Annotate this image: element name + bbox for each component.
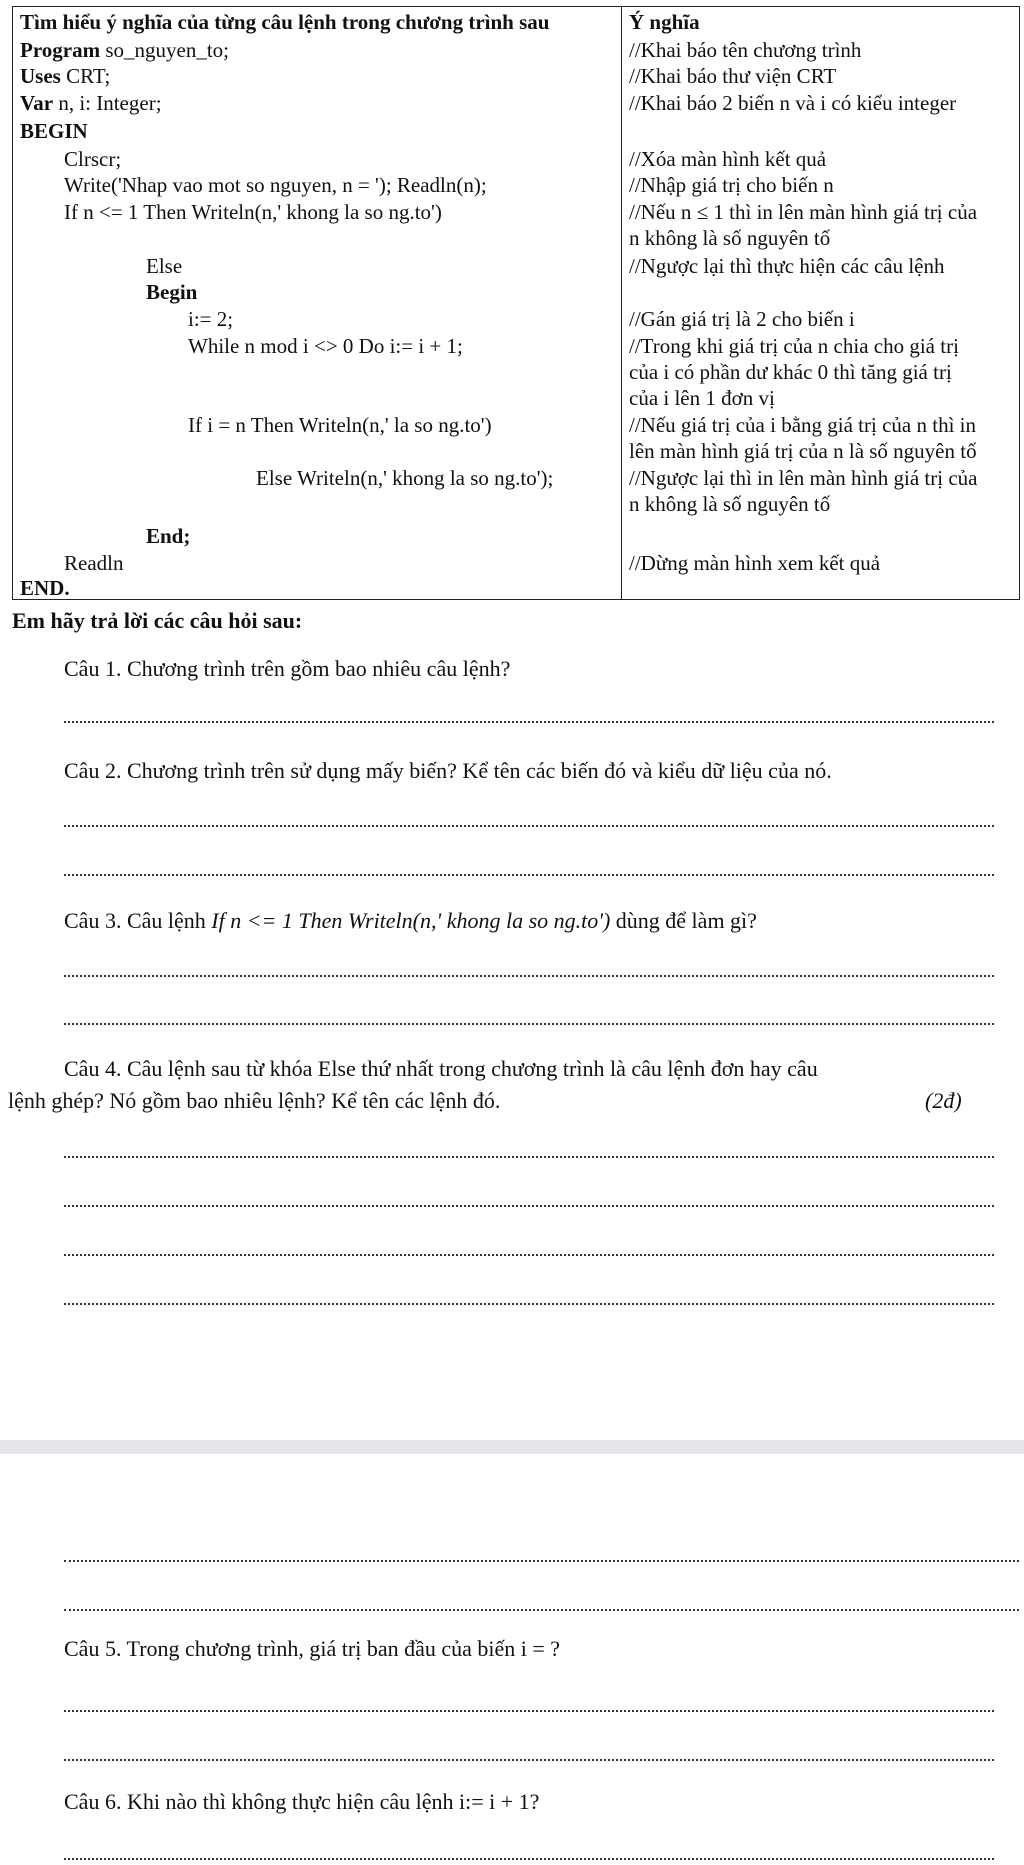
comment-line: //Khai báo 2 biến n và i có kiểu integer xyxy=(629,91,957,115)
comment-line: //Ngược lại thì in lên màn hình giá trị của xyxy=(629,466,978,490)
answer-line[interactable] xyxy=(64,1560,1019,1562)
comment-line: n không là số nguyên tố xyxy=(629,226,831,250)
question-1: Câu 1. Chương trình trên gồm bao nhiêu câu lệnh? xyxy=(64,656,511,681)
code-keyword: Begin xyxy=(146,280,198,304)
table-header-left: Tìm hiểu ý nghĩa của từng câu lệnh trong chương trình sau xyxy=(20,10,550,34)
code-line: i:= 2; xyxy=(188,307,234,331)
comment-line: của i lên 1 đơn vị xyxy=(629,386,775,410)
code-line: Write('Nhap vao mot so nguyen, n = '); Readln(n); xyxy=(64,173,487,197)
code-keyword: BEGIN xyxy=(20,119,88,143)
answer-line[interactable] xyxy=(64,1205,994,1207)
question-5: Câu 5. Trong chương trình, giá trị ban đầu của biến i = ? xyxy=(64,1636,561,1661)
answer-line[interactable] xyxy=(64,721,994,723)
table-column-divider xyxy=(621,6,622,600)
comment-line: lên màn hình giá trị của n là số nguyên tố xyxy=(629,439,977,463)
code-line: While n mod i <> 0 Do i:= i + 1; xyxy=(188,334,463,358)
comment-line: //Ngược lại thì thực hiện các câu lệnh xyxy=(629,254,945,278)
question-6: Câu 6. Khi nào thì không thực hiện câu lệnh i:= i + 1? xyxy=(64,1789,540,1814)
answer-line[interactable] xyxy=(64,1858,994,1860)
question-2: Câu 2. Chương trình trên sử dụng mấy biến? Kể tên các biến đó và kiểu dữ liệu của nó. xyxy=(64,758,832,783)
answer-line[interactable] xyxy=(64,1254,994,1256)
comment-line: //Xóa màn hình kết quả xyxy=(629,147,827,171)
code-line: Var n, i: Integer; xyxy=(20,91,162,115)
comment-line: //Nếu giá trị của i bằng giá trị của n thì in xyxy=(629,413,976,437)
worksheet-page-2 xyxy=(0,1454,1024,1865)
question-4-points: (2đ) xyxy=(925,1088,962,1113)
comment-line: //Khai báo thư viện CRT xyxy=(629,64,837,88)
answer-line[interactable] xyxy=(64,1609,1019,1611)
comment-line: //Dừng màn hình xem kết quả xyxy=(629,551,881,575)
page-break xyxy=(0,1440,1024,1454)
answer-line[interactable] xyxy=(64,1156,994,1158)
code-line: Readln xyxy=(64,551,124,575)
code-line: Program so_nguyen_to; xyxy=(20,38,230,62)
table-header-right: Ý nghĩa xyxy=(629,10,700,34)
answer-line[interactable] xyxy=(64,1303,994,1305)
code-line: If n <= 1 Then Writeln(n,' khong la so ng.to') xyxy=(64,200,442,224)
comment-line: //Khai báo tên chương trình xyxy=(629,38,862,62)
code-line: Uses CRT; xyxy=(20,64,111,88)
code-keyword: End; xyxy=(146,524,191,548)
answer-line[interactable] xyxy=(64,825,994,827)
code-line: Clrscr; xyxy=(64,147,122,171)
comment-line: //Nhập giá trị cho biến n xyxy=(629,173,834,197)
code-line: If i = n Then Writeln(n,' la so ng.to') xyxy=(188,413,492,437)
answer-line[interactable] xyxy=(64,1023,994,1025)
code-keyword: END. xyxy=(20,576,70,600)
comment-line: //Trong khi giá trị của n chia cho giá trị xyxy=(629,334,959,358)
comment-line: n không là số nguyên tố xyxy=(629,492,831,516)
answer-line[interactable] xyxy=(64,1710,994,1712)
question-3: Câu 3. Câu lệnh If n <= 1 Then Writeln(n,' khong la so ng.to') dùng để làm gì? xyxy=(64,908,757,933)
code-line: Else Writeln(n,' khong la so ng.to'); xyxy=(256,466,554,490)
answer-line[interactable] xyxy=(64,975,994,977)
comment-line: //Gán giá trị là 2 cho biến i xyxy=(629,307,855,331)
answer-line[interactable] xyxy=(64,874,994,876)
question-4-cont: lệnh ghép? Nó gồm bao nhiêu lệnh? Kể tên các lệnh đó. xyxy=(8,1088,501,1113)
answer-line[interactable] xyxy=(64,1759,994,1761)
questions-heading: Em hãy trả lời các câu hỏi sau: xyxy=(12,608,303,633)
code-line: Else xyxy=(146,254,183,278)
comment-line: của i có phần dư khác 0 thì tăng giá trị xyxy=(629,360,952,384)
question-4: Câu 4. Câu lệnh sau từ khóa Else thứ nhất trong chương trình là câu lệnh đơn hay câu xyxy=(64,1056,818,1081)
comment-line: //Nếu n ≤ 1 thì in lên màn hình giá trị của xyxy=(629,200,978,224)
